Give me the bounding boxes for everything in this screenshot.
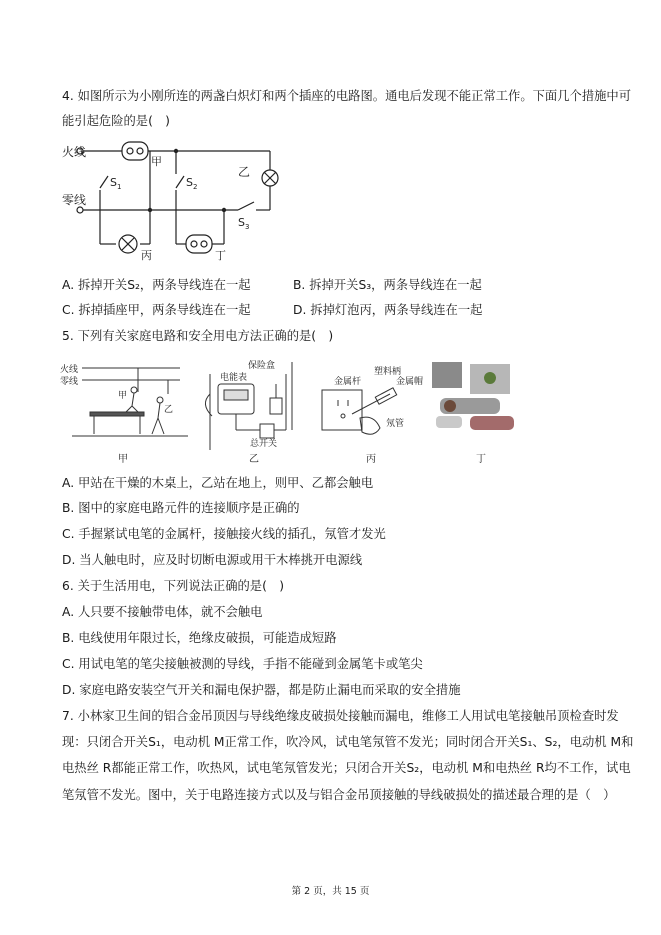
- q4-label-yi: 乙: [238, 165, 251, 179]
- q5-label-metal-rod: 金属杆: [334, 377, 362, 387]
- q5-label-neon: 氖管: [386, 419, 405, 429]
- q5-label-main-switch: 总开关: [250, 439, 278, 449]
- q4-label-jia: 甲: [151, 155, 162, 168]
- q5-figure-strip: [60, 354, 530, 466]
- q5-label-person-jia: 甲: [118, 391, 128, 401]
- q4-stem-line1: 4. 如图所示为小刚所连的两盏白炽灯和两个插座的电路图。通电后发现不能正常工作。下面几个措施中可: [62, 89, 632, 103]
- q4-option-c[interactable]: C. 拆掉插座甲，两条导线连在一起: [62, 303, 251, 317]
- q6-option-a[interactable]: A. 人只要不接触带电体，就不会触电: [62, 605, 263, 619]
- q5-caption-ding: 丁: [476, 454, 486, 465]
- q5-caption-yi: 乙: [249, 454, 259, 465]
- q4-circuit-diagram: [60, 134, 290, 262]
- q5-label-metal-cap: 金属帽: [396, 377, 424, 387]
- q4-option-a[interactable]: A. 拆掉开关S₂，两条导线连在一起: [62, 278, 251, 292]
- q5-caption-bing: 丙: [366, 454, 376, 465]
- q4-label-s2: $S_2$: [186, 176, 198, 191]
- q7-stem-line4: 笔氖管不发光。图中，关于电路连接方式以及与铝合金吊顶接触的导线破损处的描述最合理的是（ ）: [62, 788, 616, 802]
- q7-stem-line2: 现：只闭合开关S₁，电动机 M正常工作，吹冷风，试电笔氖管不发光；同时闭合开关S₁、S₂，电动机 M和: [62, 735, 634, 749]
- q4-option-b[interactable]: B. 拆掉开关S₃，两条导线连在一起: [293, 278, 482, 292]
- page-footer: 第 2 页，共 15 页: [291, 886, 370, 897]
- q6-option-b[interactable]: B. 电线使用年限过长，绝缘皮破损，可能造成短路: [62, 631, 337, 645]
- q5-label-fuse-box: 保险盒: [248, 361, 276, 371]
- q6-option-c[interactable]: C. 用试电笔的笔尖接触被测的导线，手指不能碰到金属笔卡或笔尖: [62, 657, 423, 671]
- q4-option-d[interactable]: D. 拆掉灯泡丙，两条导线连在一起: [293, 303, 483, 317]
- q5-option-b[interactable]: B. 图中的家庭电路元件的连接顺序是正确的: [62, 501, 300, 515]
- q5-label-meter: 电能表: [220, 373, 248, 383]
- q5-stem: 5. 下列有关家庭电路和安全用电方法正确的是( ): [62, 329, 334, 343]
- q6-stem: 6. 关于生活用电，下列说法正确的是( ): [62, 579, 284, 593]
- q7-stem-line3: 电热丝 R都能正常工作，吹热风，试电笔氖管发光；只闭合开关S₂，电动机 M和电热丝 R均不工作，试电: [62, 761, 631, 775]
- q4-label-s3: $S_3$: [238, 216, 250, 231]
- q4-label-ding: 丁: [215, 249, 226, 262]
- q4-label-bing: 丙: [141, 249, 152, 262]
- q5-label-plastic-handle: 塑料柄: [374, 367, 402, 377]
- q5-label-live: 火线: [60, 365, 79, 375]
- q5-label-neutral: 零线: [60, 377, 79, 387]
- q5-panel-ding: [432, 362, 514, 430]
- q5-label-person-yi: 乙: [164, 405, 174, 415]
- q5-caption-jia: 甲: [118, 454, 128, 465]
- q7-stem-line1: 7. 小林家卫生间的铝合金吊顶因与导线绝缘皮破损处接触而漏电，维修工人用试电笔接触吊顶检查时发: [62, 709, 619, 723]
- q5-option-a[interactable]: A. 甲站在干燥的木桌上，乙站在地上，则甲、乙都会触电: [62, 476, 374, 490]
- q4-stem-line2: 能引起危险的是( ): [62, 114, 170, 128]
- q4-label-s1: $S_1$: [110, 176, 122, 191]
- q5-panel-yi: [205, 362, 292, 450]
- q6-option-d[interactable]: D. 家庭电路安装空气开关和漏电保护器，都是防止漏电而采取的安全措施: [62, 683, 461, 697]
- q5-option-d[interactable]: D. 当人触电时，应及时切断电源或用干木棒挑开电源线: [62, 553, 363, 567]
- q4-label-neutral: 零线: [62, 193, 87, 207]
- q5-option-c[interactable]: C. 手握紧试电笔的金属杆，接触接火线的插孔，氖管才发光: [62, 527, 386, 541]
- q4-label-live: 火线: [62, 145, 87, 159]
- q5-panel-jia: [72, 368, 188, 436]
